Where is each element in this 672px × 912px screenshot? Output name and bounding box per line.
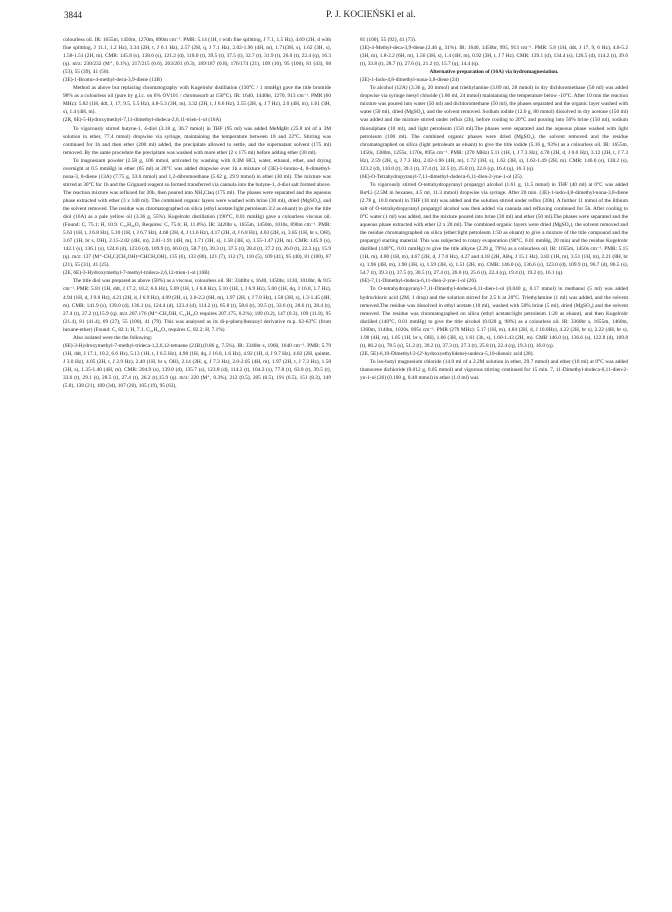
continued-paragraph: colourless oil. IR: 1655m, 1450m, 1270m, 890m cm⁻¹. PMR: 5.14 (1H, t with fine splitting, J 7.1, 1.5 Hz), 4.69 (2H, d with fine splitting, J 11.1, 1.2 Hz), 3.34 (2H, t, J 6.1 Hz), 2.57 (2H, q, J 7.1 Hz), 2.02-1.96 (4H, m), 1.71(3H, s), 1.62 (3H, s), 1.58-1.51 (2H, m). CMR: 145.8 (s), 138.6 (s), 121.2 (d), 110.0 (t), 39.5 (t), 37.5 (t), 32.7 (t), 31.9 (t), 26.0 (t), 22.4 (q), 16.3 (q). m/z: 230/232 (M⁺, 0.1%), 217/215 (0.6), 203/201 (0.3), 189/187 (0.8), 176/174 (21), 109 (10), 95 (100), 81 (43), 68 (53), 55 (39), 41 (58). [63,37,331,76]
right-text-column [360,36,628,896]
body-paragraph: To O-tetrahydropyranyl-7,11-Dimethyl-dodeca-6,11-dien-1-ol (0.040 g, 0.17 mmol) in methanol (5 ml) was added hydrochloric acid (2M, 1 drop) and the solution stirred for 2.5 h at 20°C. Triethylamine (1 ml) was added, and the solvent removed.The residue was dissolved in ethyl acetate (10 ml), washed with 50% brine (5 ml), dried (MgSO₄) and the solvent removed. The residue was chromatographed on silica (ethyl acetate:light petroleum 1:20 as eluant), and then Kugelrohr distilled (140°C, 0.01 mmHg) to give the title alcohol (0.028 g, 98%) as a colourless oil. IR: 3360br s, 1655m, 1460m, 1360m, 1140m, 1020s, 895s cm⁻¹. PMR (270 MHz): 5.17 (1H, m), 4.84 (2H, d, J 10.0Hz), 4.22 (2H, br s), 2.22 (4H, br s), 1.98 (4H, m), 1.85 (1H, br s, OH), 1.66 (3H, s), 1.61 (3h, s), 1.60-1.43 (2H, m). CMR 146.0 (s), 136.6 (s), 122.8 (d), 109.8 (t), 86.2 (s), 78.5 (s), 51.2 (t), 39.2 (t), 37.3 (t), 27.3 (t), 25.8 (t), 22.4 (q), 19.3 (t), 16.0 (q). [360,286,628,349]
section-heading: (3E)-4-Methyl-deca-3,9-diene.(2.46 g, 31%). IR: 1640, 1450br, 995, 913 cm⁻¹. PMR: 5.8 (1H, ddt, J 17, 9, 6 Hz), 4.8-5.2 (3H, m), 1.8-2.2 (6H, m), 1.56 (3H, s), 1.4 (4H, m), 0.92 (3H, t, J 7 Hz). CMR: 139.1 (d), 134.4 (s), 126.5 (d), 114.2 (t), 39.6 (t), 33.8 (t), 28.7 (t), 27.6 (t), 21.2 (t), 15.7 (q), 14.4 (q). [360,45,628,68]
page-number: 3844 [64,10,82,20]
left-text-column [63,36,331,896]
body-paragraph: Method as above but replacing chromatography with Kugelrohr distillation (130°C / 1 mmHg) gave the title bromide 98% as a colourless oil (pure by g.l.c. on 6% OV101 / chromosorb at 150°C). IR: 1640, 1440br, 1270, 913 cm⁻¹. PMR (60 MHz): 5.82 (1H, ddt, J, 17, 9.5, 5.5 Hz), 4.8-5.3 (3H, m), 3.32 (2H, t, J 6.6 Hz), 2.55 (2H, q, J 7 Hz), 2.0 (4H, m), 1.61 (3H, s), 1.4 (4H, m). [63,85,331,116]
section-heading: (2R, 6E)-5-Hydroxymethyl-7,11-dimethyl-dodeca-2,6,11-trien-1-ol (16A) [63,117,222,124]
section-heading: (3E)-1-Bromo-4-methyl-deca-3,9-diene (13B) [63,77,162,84]
section-heading: (6E)-3-Hydroxymethyl-7-methyl-trideca-1,2,6,12-tetraene (21B).(0.86 g, 7.5%). IR: 3340br s, 1960, 1640 cm⁻¹. PMR: 5.79 (1H, ddt, J 17.1, 10.2, 6.6 Hz), 5.13 (1H, t, J 6.5 Hz), 4.98 (1H, dq, J 16.8, 1.6 Hz), 4.92 (1H, d, J 9.7 Hz), 4.83 (2H, quintet, J 3.0 Hz), 4.05 (2H, t, J 2.9 Hz), 2.40 (1H, br s, OH), 2.14 (2H, q, J 7.3 Hz), 2.0-2.05 (4H, m), 1.97 (2H, t, J 7.3 Hz), 1.58 (3H, s), 1.35-1.40 (4H, m). CMR: 204.9 (s), 139.0 (d), 135.7 (s), 123.8 (d), 114.2 (t), 104.3 (s), 77.8 (t), 63.0 (t), 39.5 (t), 33.6 (t), 29.1 (t), 28.5 (t), 27.4 (t), 26.2 (t),15.9 (q). m/z: 220 (M⁺, 0.3%), 212 (0.5), 205 (0.5), 191 (6.5), 151 (8.3), 149 (5.8), 138 (21), 109 (34), 107 (20), 105 (19), 95 (63), [63,342,331,390]
continued-paragraph: 81 (100), 55 (92), 41 (73). [360,37,417,43]
section-heading: (6E)-O-Tetrahydropyranyl-7,11-dimethyl-dodeca-6,11-dien-2-yne-1-ol (25). [360,173,524,180]
section-heading: (2E, 5E)-6,10-Dimethyl-2-(2'-hydroxyethylidene)-undeca-5,10-dienoic acid (28). [360,350,534,357]
body-paragraph: To vigorously stirred butyne-1, 4-diol (3.18 g, 36.7 mmol) in THF (95 ml) was added MeMgBr (25.8 ml of a 3M solution in ether, 77.4 mmol) dropwise via syringe, maintaining the temperature between 18 and 22°C. Stirring was continued for 1h and then ether (200 ml) added, the precipitate allowed to settle, and the supernatant solvent (175 ml) removed. By the same procedure the precipitate was washed with more ether (2 x 175 ml) before adding ether (30 ml). [63,125,331,156]
body-paragraph: To vigorously stirred O-tetrahydropyranyl propargyl alcohol (1.61 g, 11.5 mmol) in THF (40 ml) at 0°C was added BuⁿLi (2.5M in hexanes, 4.5 ml, 11.3 mmol) dropwise via syringe. After 20 min. (3E)-1-iodo-4,8-dimethyl-nona-3,8-diene (2.78 g, 10.0 mmol) in THF (10 ml) was added and the solution stirred under reflux (20h). A further 11 mmol of the lithium salt of O-tetrahydropyranyl propargyl alcohol was then added via cannula and refluxing continued for 5h. After cooling to 0°C water (1 ml) was added, and the mixture poured into brine (30 ml) and ether (50 ml).The phases were separated and the aqueous phase extracted with ether (2 x 20 ml). The combined organic layers were dried (MgSO₄), the solvent removed and the residue chromatographed on silica (ether:light petroleum 1:50 as eluant) to give a mixture of the title compound and the propargyl starting material. This was subjected to rotary evaporation (90°C, 0.01 mmHg, 20 min) and the residue Kugelrohr distilled (140°C, 0.01 mmHg) to give the title alkyne (2.29 g, 79%) as a colourless oil. IR: 1655m, 1450s cm⁻¹. PMR: 5.15 (1H, m), 4.80 (1H, m), 4.67 (2H, d, J 7.0 Hz), 4.27 and 4.18 (2H, ABq, J 15.1 Hz), 3.82 (1H, m), 3.51 (1H, m), 2.21 (8H, br s), 1.96 (4H, m), 1.90 (3H, s), 1.59 (3H, s), 1.51 (2H, m). CMR: 146.0 (s), 136.6 (s), 123.0 (d), 109.9 (t), 96.7 (d), 86.5 (s), 54.7 (t), 39.3 (t), 37.5 (t), 30.5 (t), 27.4 (t), 26.0 (t), 25.6 (t), 22.4 (q), 19.4 (t), 19.2 (t), 16.1 (q). [360,181,628,277]
section-heading: (3E)-1-Iodo-4,8-dimethyl-nona-3,8-diene (24) [360,77,459,84]
body-paragraph: To iso-butyl magnesium chloride (14.0 ml of a 2.2M solution in ether, 29.7 mmol) and ether (10 ml) at 0°C was added titanocene dichloride (0.012 g, 0.05 mmol) and vigorous stirring continued for 15 min. 7, 11-Dimethyl-dodeca-6,11-dien-2-yn-1-ol (26) (0.100 g, 0.48 mmol) in ether (1.0 ml) was [360,358,628,381]
section-heading: (6E)-7,11-Dimethyl-dodeca-6,11-dien-2-yne-1-ol (26). [360,278,478,285]
running-header [64,10,630,24]
body-paragraph: The title diol was prepared as above (58%) as a viscous, colourless oil. IR: 3340br s, 1640, 1450br, 1130, 1010br, & 915 cm⁻¹. PMR: 5.81 (1H, ddt, J 17.2, 10.2, 6.6 Hz), 5.69 (1H, t, J 6.8 Hz), 5.10 (1H, t, J 6.9 Hz), 5.00 (1H, dq, J 16.8, 1.7 Hz), 4.94 (1H, d, J 9.8 Hz), 4.21 (2H, d, J 6.9 Hz), 4.09 (2H, s), 2.0-2.2 (6H, m), 1.97 (2H, t, J 7.0 Hz), 1.58 (3H, s), 1.3-1.45 (4H, m). CMR: 141.9 (s), 139.0 (d), 136.1 (s), 124.4 (d), 123.4 (d), 114.2 (t), 65.8 (t), 58.6 (t), 39.5 (t), 33.6 (t), 28.6 (t), 28.4 (t), 27.4 (t), 27.2 (t),15.9 (q). m/z 207.176 (M⁺-CH₂OH, C₁₄H₂₃O requires 207.175, 0.2%), 189 (0.2), 147 (0.3), 109 (11.8), 95 (21.4), 81 (41.4), 69 (27), 55 (100), 41 (79). This was analysed as its di-p-phenylbenzoyl derivative m.p. 62-63°C (from hexane-ether) (Found: C, 82.1; H, 7.1. C₄₁H₄₂O₄ requires C, 82.2; H, 7.1%) [63,278,331,333]
body-paragraph: To alcohol (12A) (3.36 g, 20 mmol) and triethylamine (3.89 ml, 28 mmol) in dry dichloromethane (50 ml) was added dropwise via syringe mesyl chloride (1.86 ml, 24 mmol) maintaining the temperature below -10°C. After 10 min the reaction mixture was poured into water (50 ml) and dichloromethane (50 ml), the phases separated and the organic layer washed with water (50 ml), dried (MgSO₄), and the solvent removed. Sodium iodide (12.0 g, 80 mmol) dissolved in dry acetone (150 ml) was added and the mixture stirred under reflux (2h), before cooling to 20°C and pouring into 50% brine (150 ml), sodium thiosulphate (10 ml), and light petroleum (150 ml).The phases were separated and the aqueous phase washed with light petroleum (100 ml). The combined organic phases were dried (MgSO₄), the solvent removed and the residue chromatographed on silica (light petroleum as eluant) to give the title iodide (5.16 g, 93%) as a colourless oil. IR: 1655m, 1450s, 1380m, 1255s, 1170s, 895s cm⁻¹. PMR: (270 MHz) 5.11 (1H, t, J 7.3 Hz), 4.70 (2H, d, J 6.0 Hz), 3.12 (2H, t, J 7.3 Hz), 2.59 (2H, q, J 7.3 Hz), 2.02-1.96 (4H, m), 1.72 (3H, s), 1.62 (3H, s), 1.62-1.49 (2H, m). CMR: 146.0 (s), 138.2 (s), 123.2 (d), 110.0 (t), 39.3 (t), 37.4 (t), 32.5 (t), 25.8 (t), 22.6 (q), 16.4 (q), 16.3 (q). [360,85,628,172]
body-paragraph: To magnesium powder (2.58 g, 106 mmol, activated by washing with 0.3M HCl, water, ethanol, ether, and drying overnight at 0.5 mmHg) in ether (65 ml) at 20°C was added dropwise over 1h a mixture of (3E)-1-bromo-4, 8-dimethyl-nona-3, 8-diene (13A) (7.75 g, 33.6 mmol) and 1,2-dibromoethane (5.62 g, 29.9 mmol) in ether (30 ml). The mixture was stirred at 30°C for 1h and the Grignard reagent so formed transferred via cannula into the butyne-1, 4-diol salt formed above. The reaction mixture was refluxed for 20h, then poured into NH₄Claq (175 ml). The phases were separated and the aqueous phase extracted with ether (3 x 140 ml). The combined organic layers were washed with brine (30 ml), dried (MgSO₄), and the solvent removed. The residue was chromatographed on silica (ethyl acetate:light petroleum 3:2 as eluant) to give the title diol (16A) as a pale yellow oil (3.36 g, 55%). Kugelrohr distillation (190°C, 0.01 mmHg) gave a colourless viscous oil. (Found: C, 75.1; H, 10.9. C₁₅H₂₆O₂ Requires: C, 75.6; H, 11.0%). IR: 3420br s, 1655m, 1450m, 1010s, 890m cm⁻¹. PMR: 5.63 (1H, t, J 6.8 Hz), 5.10 (1H, t, J 6.7 Hz), 4.68 (2H, d, J 11.6 Hz), 4.17 (2H, d, J 6.8 Hz), 4.03 (2H, s), 3.85 (1H, br s, OH), 3.67 (1H, br s, OH), 2.15-2.02 (4H, m), 2.01-1.91 (4H, m), 1.71 (3H, s), 1.58 (3H, s), 1.55-1.47 (2H, m). CMR: 145.9 (s), 142.1 (s), 136.1 (s), 124.6 (d), 123.6 (d), 109.9 (t), 66.0 (t), 58.7 (t), 39.3 (t), 37.5 (t), 28.4 (t), 27.2 (t), 26.0 (t), 22.3 (q), 15.9 (q). m/z: 137 (M⁺-CH₂C(CH₂OH)=CHCH₂OH), 135 (6), 133 (80), 121 (7), 112 (7), 110 (5), 109 (41), 95 (40), 81 (100), 67 (21), 55 (31), 41 (25). [63,157,331,269]
body-paragraph: Also isolated were the the following: [73,334,153,341]
running-head-authors: P. J. KOCIEŃSKI et al. [326,10,416,20]
section-heading: (2E, 6E)-3-Hydroxymethyl-7-methyl-trideca-2,6,12-trien-1-ol (16B) [63,270,210,277]
section-heading: Alternative preparation of (16A) via hydromagnesiation. [429,69,559,76]
